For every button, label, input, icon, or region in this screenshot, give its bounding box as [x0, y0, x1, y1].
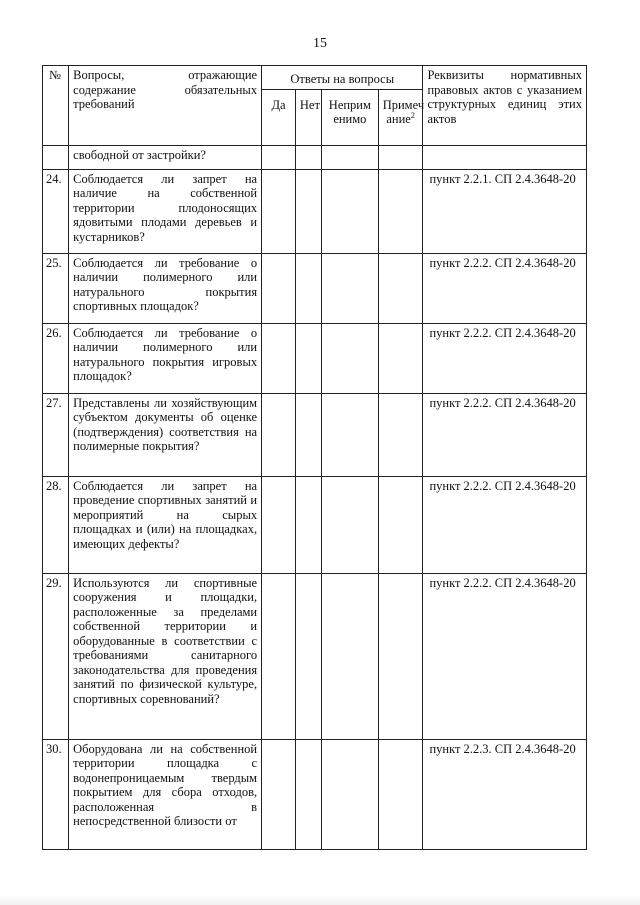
- row-answer-note: [378, 169, 423, 253]
- row-answer-no: [295, 323, 321, 393]
- header-answers: Ответы на вопросы: [262, 66, 423, 90]
- row-answer-no: [295, 145, 321, 169]
- table-row: [43, 393, 587, 476]
- row-reference: пункт 2.2.2. СП 2.4.3648-20: [423, 476, 587, 573]
- row-reference: пункт 2.2.2. СП 2.4.3648-20: [423, 253, 587, 323]
- row-question: Представлены ли хозяйствующим субъектом документы об оценке (подтверждения) соответствия на полимерные покрытия?: [69, 393, 262, 476]
- row-question: Соблюдается ли требование о наличии полимерного или натурального покрытия спортивных площадок?: [69, 253, 262, 323]
- row-answer-note: [378, 393, 423, 476]
- row-reference: пункт 2.2.2. СП 2.4.3648-20: [423, 573, 587, 739]
- table-row: [43, 145, 587, 169]
- row-answer-yes: [262, 323, 296, 393]
- checklist-table: [42, 65, 587, 850]
- row-answer-no: [295, 739, 321, 849]
- row-answer-no: [295, 476, 321, 573]
- row-number: 26.: [43, 323, 69, 393]
- scan-edge: [0, 895, 640, 905]
- table-row: [43, 476, 587, 573]
- header-note: [378, 89, 423, 145]
- row-number: 28.: [43, 476, 69, 573]
- row-answer-yes: [262, 253, 296, 323]
- header-no: Нет: [295, 89, 321, 145]
- row-answer-yes: [262, 573, 296, 739]
- row-number: 30.: [43, 739, 69, 849]
- row-number: 29.: [43, 573, 69, 739]
- row-answer-not-applicable: [322, 169, 379, 253]
- row-answer-yes: [262, 739, 296, 849]
- row-question: Соблюдается ли запрет на проведение спортивных занятий и мероприятий на сырых площадках и (или) на площадках, имеющих дефекты?: [69, 476, 262, 573]
- page-number: 15: [313, 36, 327, 51]
- row-question: свободной от застройки?: [69, 145, 262, 169]
- row-answer-note: [378, 253, 423, 323]
- row-question: Соблюдается ли требование о наличии полимерного или натурального покрытия игровых площадок?: [69, 323, 262, 393]
- header-note-footnote: 2: [410, 110, 415, 120]
- row-answer-no: [295, 169, 321, 253]
- table-row: [43, 323, 587, 393]
- row-answer-note: [378, 573, 423, 739]
- row-answer-yes: [262, 393, 296, 476]
- row-question: Соблюдается ли запрет на наличие на собственной территории плодоносящих ядовитыми плодами деревьев и кустарников?: [69, 169, 262, 253]
- row-answer-not-applicable: [322, 476, 379, 573]
- row-number: 27.: [43, 393, 69, 476]
- table-row: [43, 739, 587, 849]
- row-answer-not-applicable: [322, 573, 379, 739]
- row-answer-note: [378, 145, 423, 169]
- header-yes: Да: [262, 89, 296, 145]
- row-reference: пункт 2.2.1. СП 2.4.3648-20: [423, 169, 587, 253]
- header-number: №: [43, 66, 69, 146]
- row-answer-note: [378, 323, 423, 393]
- row-answer-not-applicable: [322, 253, 379, 323]
- row-answer-not-applicable: [322, 323, 379, 393]
- table-row: [43, 573, 587, 739]
- row-answer-not-applicable: [322, 145, 379, 169]
- row-answer-yes: [262, 169, 296, 253]
- header-not-applicable: Неприм енимо: [322, 89, 379, 145]
- row-answer-note: [378, 476, 423, 573]
- row-number: 24.: [43, 169, 69, 253]
- row-reference: пункт 2.2.2. СП 2.4.3648-20: [423, 323, 587, 393]
- row-answer-yes: [262, 476, 296, 573]
- row-reference: пункт 2.2.3. СП 2.4.3648-20: [423, 739, 587, 849]
- row-reference: [423, 145, 587, 169]
- row-number: [43, 145, 69, 169]
- header-note-label: Примеч ание: [382, 97, 425, 126]
- row-answer-not-applicable: [322, 739, 379, 849]
- table-row: [43, 253, 587, 323]
- header-question: Вопросы, отражающие содержание обязательных требований: [69, 66, 262, 146]
- row-question: Используются ли спортивные сооружения и площадки, расположенные за пределами собственной территории и оборудованные в соответствии с требованиями санитарного законодательства для проведения занятий по физической культуре, спортивных соревнований?: [69, 573, 262, 739]
- row-answer-yes: [262, 145, 296, 169]
- header-reference: Реквизиты нормативных правовых актов с указанием структурных единиц этих актов: [423, 66, 587, 146]
- row-reference: пункт 2.2.2. СП 2.4.3648-20: [423, 393, 587, 476]
- row-answer-not-applicable: [322, 393, 379, 476]
- row-answer-no: [295, 393, 321, 476]
- table-row: [43, 169, 587, 253]
- row-number: 25.: [43, 253, 69, 323]
- row-answer-no: [295, 573, 321, 739]
- row-answer-note: [378, 739, 423, 849]
- row-answer-no: [295, 253, 321, 323]
- row-question: Оборудована ли на собственной территории площадка с водонепроницаемым твердым покрытием для сбора отходов, расположенная в непосредственной близости от: [69, 739, 262, 849]
